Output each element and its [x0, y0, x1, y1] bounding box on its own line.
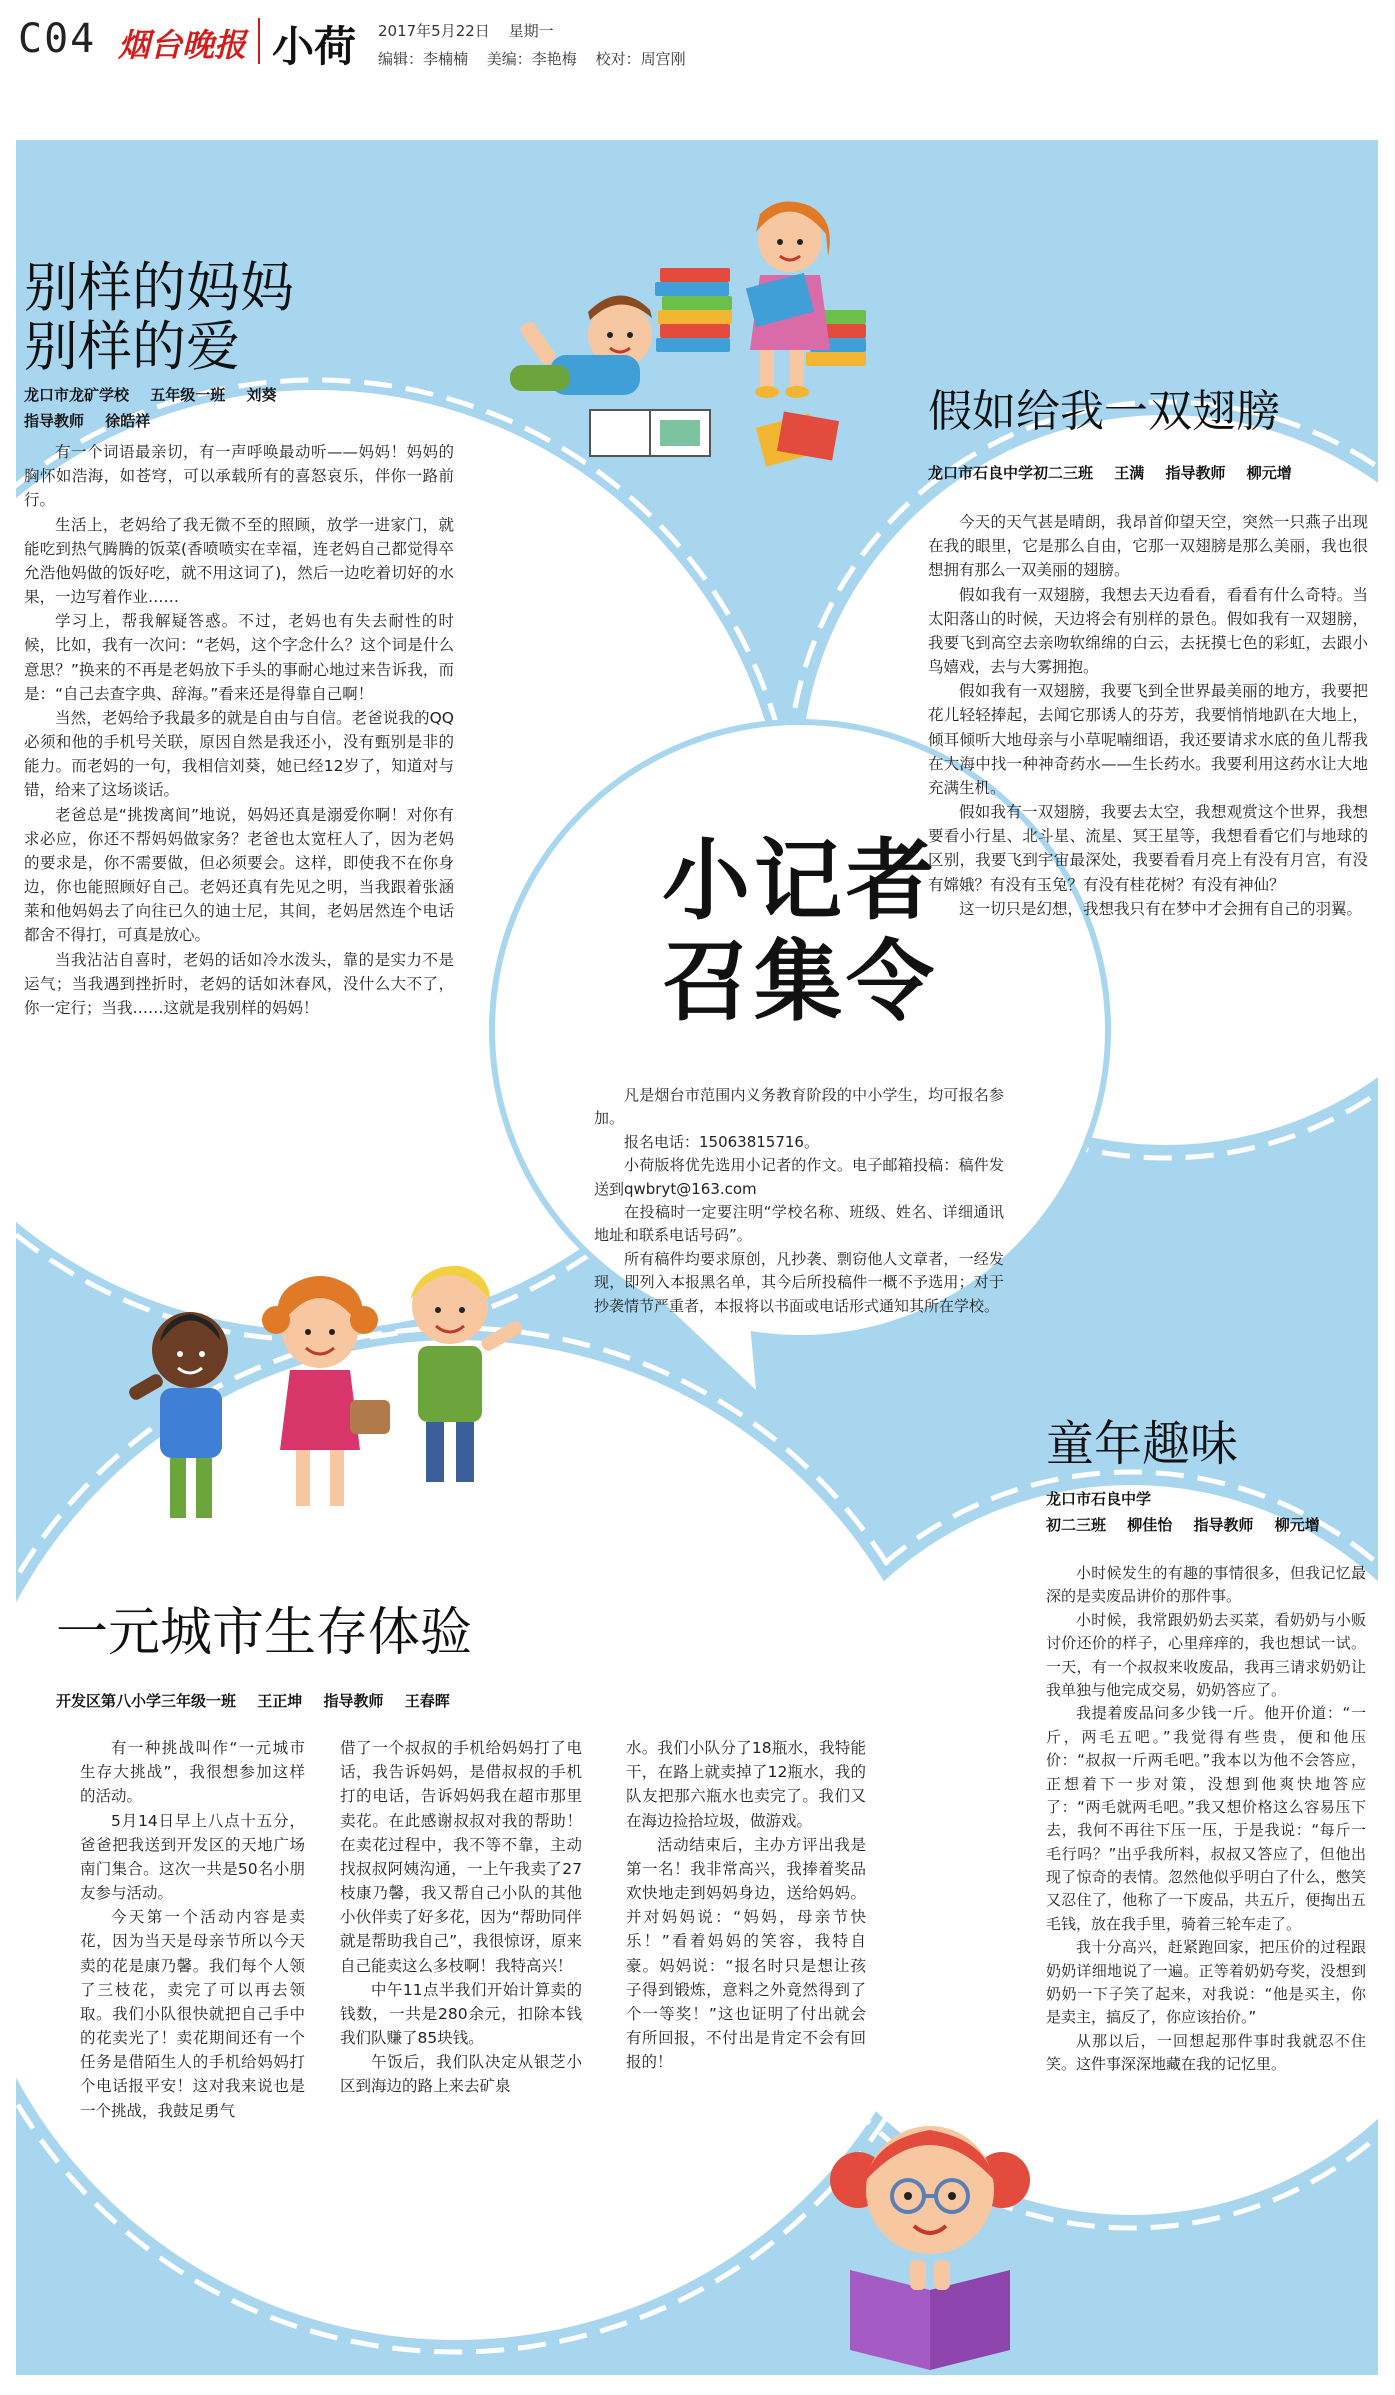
girl-orange-hair-icon [262, 1276, 390, 1506]
call-title-line2: 召集令 [661, 930, 938, 1034]
article3-byline [1046, 1486, 1366, 1539]
article3-body [1046, 1562, 1366, 2077]
article4-paragraph: 有一种挑战叫作“一元城市生存大挑战”，我很想参加这样的活动。 [80, 1739, 305, 1806]
girl-glasses-illustration [810, 2110, 1050, 2370]
article4-paragraph: 5月14日早上八点十五分，爸爸把我送到开发区的天地广场南门集合。这次一共是50名小朋友参与活动。 [80, 1811, 305, 1903]
article3-author: 柳佳怡 [1127, 1516, 1173, 1535]
boy-blond-hair-icon [410, 1266, 524, 1482]
art-editor-credit: 美编：李艳梅 [486, 50, 577, 68]
article2-teacher-label: 指导教师 [1165, 464, 1226, 482]
article2-paragraph: 假如我有一双翅膀，我想去天边看看，看看有什么奇特。当太阳落山的时候，天边将会有别样的景色。假如我有一双翅膀，我要飞到高空去亲吻软绵绵的白云，去抚摸七色的彩虹，去跟小鸟嬉戏，去与大雾拥抱。 [928, 585, 1368, 677]
article4-byline [56, 1688, 676, 1714]
article1-body [24, 440, 454, 1020]
girl-with-glasses-icon [830, 2126, 1030, 2254]
call-paragraph: 报名电话：15063815716。 [624, 1132, 819, 1151]
issue-weekday: 星期一 [508, 22, 554, 40]
article1-paragraph: 老爸总是“挑拨离间”地说，妈妈还真是溺爱你啊！对你有求必应，你还不帮妈妈做家务？老爸也太宽枉人了，因为老妈的要求是，你不需要做，但必须要会。这样，即使我不在你身边，你也能照顾好自己。老妈还真有先见之明，当我跟着张涵莱和他妈妈去了向往已久的迪士尼，其间，老妈居然连个电话都舍不得打，可真是放心。 [24, 805, 454, 945]
article1-paragraph: 当然，老妈给予我最多的就是自由与自信。老爸说我的QQ必须和他的手机号关联，原因自然是我还小，没有甄别是非的能力。而老妈的一句，我相信刘葵，她已经12岁了，知道对与错，给来了这场谈话。 [24, 708, 454, 800]
article4-paragraph: 活动结束后，主办方评出我是第一名！我非常高兴，我捧着奖品欢快地走到妈妈身边，送给妈妈。并对妈妈说：“妈妈，母亲节快乐！”看着妈妈的笑容，我特自豪。妈妈说：“报名时只是想让孩子得到锻炼，意料之外竟然得到了个一等奖！”这也证明了付出就会有所回报，不付出是肯定不会有回报的！ [626, 1835, 866, 2072]
article4-column-1 [80, 1736, 305, 2123]
proofreader-credit: 校对：周宫刚 [595, 50, 686, 68]
article1-teacher-label: 指导教师 [24, 412, 85, 431]
girl-reading-icon [746, 202, 830, 399]
article4-column-2 [340, 1736, 582, 2099]
call-paragraph: 所有稿件均要求原创，凡抄袭、剽窃他人文章者，一经发现，即列入本报黑名单，其今后所投稿件一概不予选用；对于抄袭情节严重者，本报将以书面或电话形式通知其所在学校。 [594, 1249, 1004, 1315]
article2-teacher: 柳元增 [1246, 464, 1292, 482]
call-paragraph: 凡是烟台市范围内义务教育阶段的中小学生，均可报名参加。 [594, 1086, 1004, 1128]
article3-paragraph: 我十分高兴，赶紧跑回家，把压价的过程跟奶奶详细地说了一遍。正等着奶奶夸奖，没想到奶奶一下子笑了起来，对我说：“他是买主，你是卖主，搞反了，你应该抬价。” [1046, 1938, 1366, 2027]
book-stack-icon [655, 268, 732, 352]
article4-paragraph: 水。我们小队分了18瓶水，我特能干，在路上就卖掉了12瓶水，我的队友把那六瓶水也卖完了。我们又在海边捡拾垃圾，做游戏。 [626, 1739, 866, 1830]
article2-paragraph: 这一切只是幻想，我想我只有在梦中才会拥有自己的羽翼。 [959, 899, 1363, 918]
article3-paragraph: 我提着废品问多少钱一斤。他开价道：“一斤，两毛五吧。”我觉得有些贵，便和他压价：“叔叔一斤两毛吧。”我本以为他不会答应，正想着下一步对策，没想到他爽快地答应了：“两毛就两毛吧。”我又想价格这么容易压下去，我何不再往下压一压，于是我说：“每斤一毛行吗？”出乎我所料，叔叔又答应了，但他出现了惊奇的表情。忽然他似乎明白了什么，憋笑又忍住了，他称了一下废品，共五斤，便掏出五毛钱，放在我手里，骑着三轮车走了。 [1046, 1704, 1366, 1933]
article4-paragraph: 午饭后，我们队决定从银芝小区到海边的路上来去矿泉 [340, 2053, 582, 2096]
article1-paragraph: 当我沾沾自喜时，老妈的话如冷水泼头，靠的是实力不是运气；当我遇到挫折时，老妈的话如沐春风，没什么大不了，你一定行；当我……这就是我别样的妈妈！ [24, 950, 454, 1017]
article2-paragraph: 今天的天气甚是晴朗，我昂首仰望天空，突然一只燕子出现在我的眼里，它是那么自由，它那一双翅膀是那么美丽，我也很想拥有那么一双美丽的翅膀。 [928, 513, 1368, 580]
section-name: 小荷 [272, 22, 357, 71]
article2-title: 假如给我一双翅膀 [928, 386, 1280, 437]
article4-title: 一元城市生存体验 [56, 1603, 473, 1663]
article4-paragraph: 中午11点半我们开始计算卖的钱数，一共是280余元，扣除本钱我们队赚了85块钱。 [340, 1980, 582, 2048]
article1-title-line2: 别样的爱 [24, 315, 240, 379]
three-kids-illustration [120, 1230, 540, 1540]
call-title-line1: 小记者 [661, 829, 938, 932]
article1-title [24, 258, 414, 377]
article1-class: 五年级一班 [150, 386, 226, 404]
article2-school: 龙口市石良中学初二三班 [928, 464, 1094, 482]
staff-line [378, 48, 700, 69]
article1-school: 龙口市龙矿学校 [24, 386, 130, 404]
article3-title: 童年趣味 [1046, 1416, 1239, 1472]
books-on-floor-icon [756, 411, 839, 466]
article1-title-line1: 别样的妈妈 [24, 256, 294, 319]
article2-author: 王满 [1114, 464, 1145, 482]
kids-reading-illustration [510, 180, 870, 470]
article4-teacher-label: 指导教师 [323, 1692, 384, 1710]
article3-teacher: 柳元增 [1274, 1516, 1320, 1535]
call-body [594, 1084, 1004, 1318]
article1-paragraph: 有一个词语最亲切，有一声呼唤最动听——妈妈！妈妈的胸怀如浩海，如苍穹，可以承载所有的喜怒哀乐，伴你一路前行。 [24, 443, 454, 510]
masthead [0, 0, 1395, 80]
issue-date: 2017年5月22日 [378, 22, 490, 40]
article1-author: 刘葵 [246, 386, 277, 404]
date-line [378, 20, 568, 41]
article4-column-3 [626, 1736, 866, 2074]
article4-paragraph: 借了一个叔叔的手机给妈妈打了电话，我告诉妈妈，是借叔叔的手机打的电话，告诉妈妈我在超市那里卖花。在此感谢叔叔对我的帮助！在卖花过程中，我不等不靠，主动找叔叔阿姨沟通，一上午我卖了27枝康乃馨，我又帮自己小队的其他小伙伴卖了好多花，因为“帮助同伴就是帮助我自己”，我很惊讶，原来自己能卖这么多枝啊！我特高兴！ [340, 1739, 582, 1975]
article3-paragraph: 小时候发生的有趣的事情很多，但我记忆最深的是卖废品讲价的那件事。 [1046, 1564, 1366, 1606]
article3-paragraph: 从那以后，一回想起那件事时我就忍不住笑。这件事深深地藏在我的记忆里。 [1046, 2031, 1366, 2074]
article1-teacher: 徐皓祥 [105, 412, 151, 431]
article2-body [928, 510, 1368, 921]
article4-author: 王正坤 [257, 1692, 303, 1710]
call-title [640, 830, 960, 1032]
article1-byline [24, 382, 444, 435]
article4-paragraph: 今天第一个活动内容是卖花，因为当天是母亲节所以今天卖的花是康乃馨。我们每个人领了三枝花，卖完了可以再去领取。我们小队很快就把自己手中的花卖光了！卖花期间还有一个任务是借陌生人的手机给妈妈打个电话报平安！这对我来说也是一个挑战，我鼓足勇气 [80, 1908, 305, 2120]
article1-paragraph: 生活上，老妈给了我无微不至的照顾，放学一进家门，就能吃到热气腾腾的饭菜(香喷喷实在幸福，连老妈自己都觉得卒允浩他妈做的饭好吃，就不用这词了)，然后一边吃着切好的水果，一边写着作业…… [24, 515, 454, 607]
open-book-icon [850, 2260, 1010, 2370]
article2-byline [928, 460, 1368, 486]
article3-school: 龙口市石良中学 [1046, 1490, 1152, 1508]
boy-dark-hair-icon [127, 1312, 228, 1518]
article4-teacher: 王春晖 [404, 1692, 450, 1710]
article2-paragraph: 假如我有一双翅膀，我要去太空，我想观赏这个世界，我想要看小行星、北斗星、流星、冥王星等，我想看看它们与地球的区别，我要飞到宇宙最深处，我要看看月亮上有没有月宫，有没有嫦娥？有没有玉兔？有没有桂花树？有没有神仙？ [928, 803, 1368, 894]
page-number: C04 [18, 16, 97, 62]
masthead-divider [258, 18, 260, 64]
call-paragraph: 小荷版将优先选用小记者的作文。电子邮箱投稿：稿件发送到qwbryt@163.com [594, 1156, 1004, 1198]
article4-school: 开发区第八小学三年级一班 [56, 1692, 237, 1710]
article1-paragraph: 学习上，帮我解疑答惑。不过，老妈也有失去耐性的时候，比如，我有一次问：“老妈，这个字念什么？这个词是什么意思？”换来的不再是老妈放下手头的事耐心地过来告诉我，而是：“自己去查字典、辞海。”看来还是得靠自己啊！ [24, 612, 454, 703]
article3-paragraph: 小时候，我常跟奶奶去买菜，看奶奶与小贩讨价还价的样子，心里痒痒的，我也想试一试。一天，有一个叔叔来收废品，我再三请求奶奶让我单独与他完成交易，奶奶答应了。 [1046, 1610, 1366, 1699]
newspaper-logo: 烟台晚报 [118, 26, 247, 64]
editor-credit: 编辑：李楠楠 [378, 50, 469, 68]
article3-teacher-label: 指导教师 [1193, 1516, 1254, 1535]
article3-class: 初二三班 [1046, 1516, 1107, 1535]
call-paragraph: 在投稿时一定要注明“学校名称、班级、姓名、详细通讯地址和联系电话号码”。 [594, 1202, 1004, 1245]
article2-paragraph: 假如我有一双翅膀，我要飞到全世界最美丽的地方，我要把花儿轻轻捧起，去闻它那诱人的芬芳，我要悄悄地趴在大地上，倾耳倾听大地母亲与小草呢喃细语，我还要请求水底的鱼儿帮我在大海中找一种神奇药水——生长药水。我要利用这药水让大地充满生机。 [928, 682, 1368, 797]
